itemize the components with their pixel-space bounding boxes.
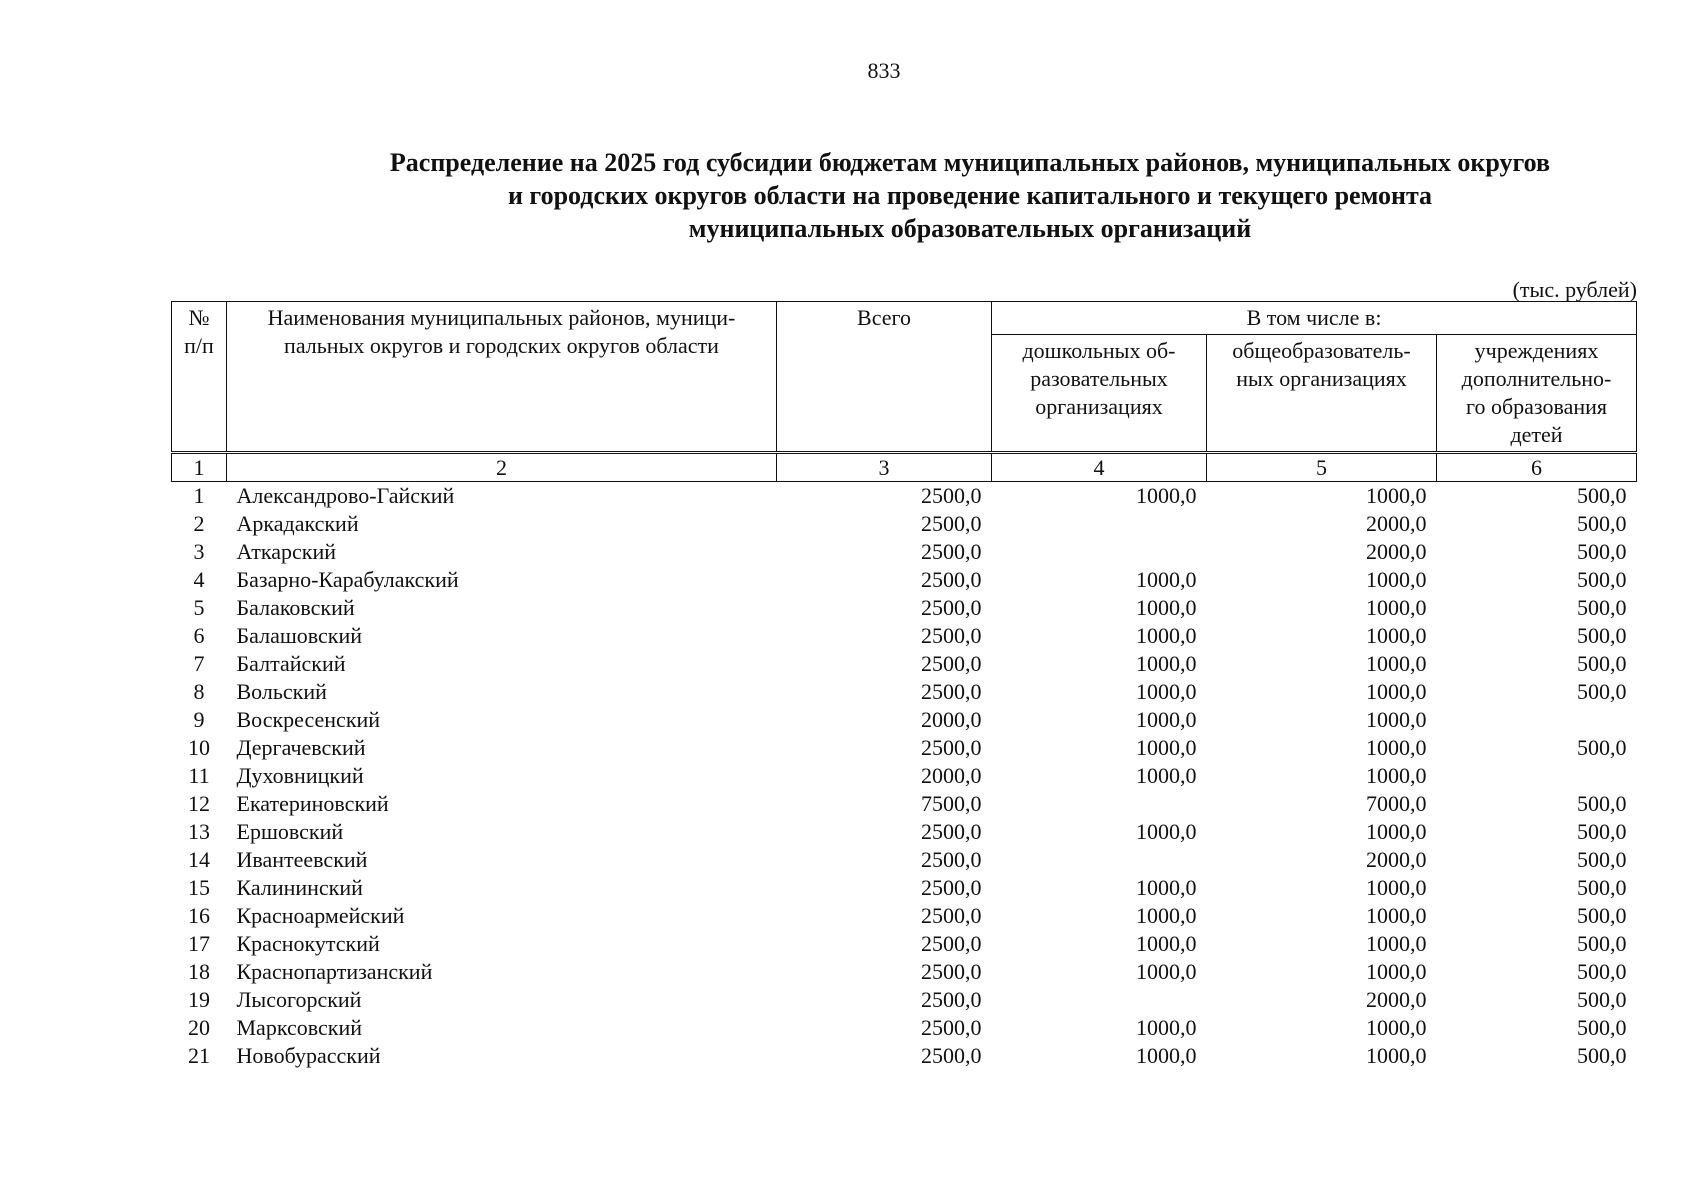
table-row <box>172 678 1637 706</box>
preschool-value: 1000,0 <box>1136 595 1197 620</box>
preschool-value: 1000,0 <box>1136 1043 1197 1068</box>
district-name: Лысогорский <box>236 987 362 1012</box>
general-value: 1000,0 <box>1366 763 1427 788</box>
table-row <box>172 790 1637 818</box>
title-line: муниципальных образовательных организаций <box>688 214 1252 243</box>
header-preschool: дошкольных об- разовательных организациях <box>992 335 1207 453</box>
district-name: Аткарский <box>236 539 337 564</box>
total-value: 2500,0 <box>921 875 982 900</box>
row-number: 10 <box>188 735 210 760</box>
additional-value: 500,0 <box>1577 847 1627 872</box>
general-value: 1000,0 <box>1366 959 1427 984</box>
district-name: Аркадакский <box>236 511 359 536</box>
additional-value: 500,0 <box>1577 875 1627 900</box>
header-total: Всего <box>777 302 992 453</box>
preschool-value <box>992 846 1207 874</box>
district-name: Калининский <box>236 875 363 900</box>
general-value: 1000,0 <box>1366 1015 1427 1040</box>
preschool-value: 1000,0 <box>1136 679 1197 704</box>
column-number: 1 <box>172 453 227 482</box>
general-value: 1000,0 <box>1366 875 1427 900</box>
title-line: Распределение на 2025 год субсидии бюджетам муниципальных районов, муниципальных округов <box>389 148 1551 177</box>
general-value: 1000,0 <box>1366 595 1427 620</box>
preschool-value: 1000,0 <box>1136 763 1197 788</box>
district-name: Новобурасский <box>236 1043 381 1068</box>
row-number: 17 <box>188 931 210 956</box>
total-value: 7500,0 <box>921 791 982 816</box>
preschool-value: 1000,0 <box>1136 651 1197 676</box>
preschool-value: 1000,0 <box>1136 903 1197 928</box>
header-number: № п/п <box>172 302 227 453</box>
page-number: 833 <box>867 58 901 83</box>
total-value: 2500,0 <box>921 623 982 648</box>
column-number: 2 <box>227 453 777 482</box>
additional-value: 500,0 <box>1577 567 1627 592</box>
general-value: 1000,0 <box>1366 819 1427 844</box>
additional-value: 500,0 <box>1577 595 1627 620</box>
total-value: 2500,0 <box>921 903 982 928</box>
table-row <box>172 874 1637 902</box>
additional-value <box>1437 762 1637 790</box>
district-name: Воскресенский <box>236 707 381 732</box>
general-value: 1000,0 <box>1366 567 1427 592</box>
table-row <box>172 650 1637 678</box>
total-value: 2500,0 <box>921 651 982 676</box>
general-value: 1000,0 <box>1366 679 1427 704</box>
table-row <box>172 706 1637 734</box>
district-name: Базарно-Карабулакский <box>236 567 459 592</box>
total-value: 2500,0 <box>921 847 982 872</box>
additional-value: 500,0 <box>1577 735 1627 760</box>
table-row <box>172 622 1637 650</box>
total-value: 2500,0 <box>921 567 982 592</box>
table-row <box>172 482 1637 511</box>
general-value: 7000,0 <box>1366 791 1427 816</box>
table-row <box>172 1042 1637 1070</box>
row-number: 11 <box>188 763 210 788</box>
preschool-value <box>992 538 1207 566</box>
table-row <box>172 930 1637 958</box>
district-name: Балаковский <box>236 595 355 620</box>
district-name: Александрово-Гайский <box>236 483 455 508</box>
row-number: 15 <box>188 875 210 900</box>
additional-value: 500,0 <box>1577 539 1627 564</box>
district-name: Балашовский <box>236 623 363 648</box>
row-number: 13 <box>188 819 210 844</box>
row-number: 16 <box>188 903 210 928</box>
district-name: Дергачевский <box>236 735 366 760</box>
total-value: 2500,0 <box>921 931 982 956</box>
general-value: 2000,0 <box>1366 987 1427 1012</box>
preschool-value: 1000,0 <box>1136 959 1197 984</box>
total-value: 2500,0 <box>921 539 982 564</box>
preschool-value <box>992 510 1207 538</box>
table-row <box>172 510 1637 538</box>
preschool-value <box>992 790 1207 818</box>
row-number: 2 <box>193 511 205 536</box>
row-number: 18 <box>188 959 210 984</box>
preschool-value: 1000,0 <box>1136 567 1197 592</box>
preschool-value <box>992 986 1207 1014</box>
general-value: 1000,0 <box>1366 623 1427 648</box>
row-number: 7 <box>193 651 205 676</box>
row-number: 5 <box>193 595 205 620</box>
table-row <box>172 846 1637 874</box>
preschool-value: 1000,0 <box>1136 707 1197 732</box>
general-value: 1000,0 <box>1366 483 1427 508</box>
column-number: 5 <box>1207 453 1437 482</box>
column-number: 4 <box>992 453 1207 482</box>
table-row <box>172 762 1637 790</box>
additional-value: 500,0 <box>1577 651 1627 676</box>
table-row <box>172 986 1637 1014</box>
preschool-value: 1000,0 <box>1136 931 1197 956</box>
table-body <box>172 482 1637 1071</box>
total-value: 2500,0 <box>921 735 982 760</box>
table-row <box>172 734 1637 762</box>
header-additional: учреждениях дополнительно- го образования детей <box>1437 335 1637 453</box>
row-number: 12 <box>188 791 210 816</box>
table-row <box>172 902 1637 930</box>
table-row <box>172 538 1637 566</box>
additional-value: 500,0 <box>1577 819 1627 844</box>
preschool-value: 1000,0 <box>1136 623 1197 648</box>
total-value: 2500,0 <box>921 959 982 984</box>
additional-value: 500,0 <box>1577 987 1627 1012</box>
district-name: Краснопартизанский <box>236 959 433 984</box>
district-name: Екатериновский <box>236 791 389 816</box>
header-including: В том числе в: <box>992 302 1637 335</box>
column-number: 6 <box>1437 453 1637 482</box>
additional-value: 500,0 <box>1577 931 1627 956</box>
additional-value: 500,0 <box>1577 679 1627 704</box>
row-number: 20 <box>188 1015 210 1040</box>
general-value: 2000,0 <box>1366 511 1427 536</box>
general-value: 1000,0 <box>1366 931 1427 956</box>
total-value: 2500,0 <box>921 987 982 1012</box>
preschool-value: 1000,0 <box>1136 483 1197 508</box>
general-value: 1000,0 <box>1366 735 1427 760</box>
table-row <box>172 958 1637 986</box>
general-value: 1000,0 <box>1366 903 1427 928</box>
row-number: 3 <box>193 539 205 564</box>
general-value: 1000,0 <box>1366 651 1427 676</box>
district-name: Духовницкий <box>236 763 364 788</box>
column-number: 3 <box>777 453 992 482</box>
general-value: 2000,0 <box>1366 539 1427 564</box>
preschool-value: 1000,0 <box>1136 1015 1197 1040</box>
table-header <box>172 302 1637 482</box>
preschool-value: 1000,0 <box>1136 819 1197 844</box>
document-title <box>172 146 1697 245</box>
table-row <box>172 594 1637 622</box>
additional-value: 500,0 <box>1577 511 1627 536</box>
district-name: Краснокутский <box>236 931 380 956</box>
table-row <box>172 818 1637 846</box>
district-name: Ершовский <box>236 819 344 844</box>
district-name: Красноармейский <box>236 903 405 928</box>
total-value: 2500,0 <box>921 819 982 844</box>
additional-value: 500,0 <box>1577 903 1627 928</box>
general-value: 1000,0 <box>1366 1043 1427 1068</box>
row-number: 21 <box>188 1043 210 1068</box>
total-value: 2000,0 <box>921 763 982 788</box>
units-label: (тыс. рублей) <box>1512 277 1637 302</box>
header-general: общеобразователь- ных организациях <box>1207 335 1437 453</box>
additional-value: 500,0 <box>1577 791 1627 816</box>
total-value: 2500,0 <box>921 511 982 536</box>
table-row <box>172 566 1637 594</box>
row-number: 6 <box>193 623 205 648</box>
total-value: 2500,0 <box>921 679 982 704</box>
row-number: 4 <box>193 567 205 592</box>
preschool-value: 1000,0 <box>1136 875 1197 900</box>
district-name: Ивантеевский <box>236 847 368 872</box>
row-number: 1 <box>193 483 205 508</box>
additional-value <box>1437 706 1637 734</box>
row-number: 9 <box>193 707 205 732</box>
row-number: 19 <box>188 987 210 1012</box>
additional-value: 500,0 <box>1577 959 1627 984</box>
row-number: 14 <box>188 847 210 872</box>
general-value: 2000,0 <box>1366 847 1427 872</box>
additional-value: 500,0 <box>1577 1015 1627 1040</box>
subsidy-table <box>171 301 1637 1070</box>
preschool-value: 1000,0 <box>1136 735 1197 760</box>
total-value: 2500,0 <box>921 483 982 508</box>
table-row <box>172 1014 1637 1042</box>
total-value: 2500,0 <box>921 1015 982 1040</box>
header-name: Наименования муниципальных районов, муници- пальных округов и городских округов области <box>227 302 777 453</box>
total-value: 2500,0 <box>921 1043 982 1068</box>
district-name: Вольский <box>236 679 327 704</box>
title-line: и городских округов области на проведение капитального и текущего ремонта <box>507 181 1433 210</box>
total-value: 2500,0 <box>921 595 982 620</box>
additional-value: 500,0 <box>1577 483 1627 508</box>
district-name: Марксовский <box>236 1015 362 1040</box>
row-number: 8 <box>193 679 205 704</box>
additional-value: 500,0 <box>1577 1043 1627 1068</box>
district-name: Балтайский <box>236 651 346 676</box>
total-value: 2000,0 <box>921 707 982 732</box>
general-value: 1000,0 <box>1366 707 1427 732</box>
additional-value: 500,0 <box>1577 623 1627 648</box>
column-number-row <box>172 453 1637 482</box>
